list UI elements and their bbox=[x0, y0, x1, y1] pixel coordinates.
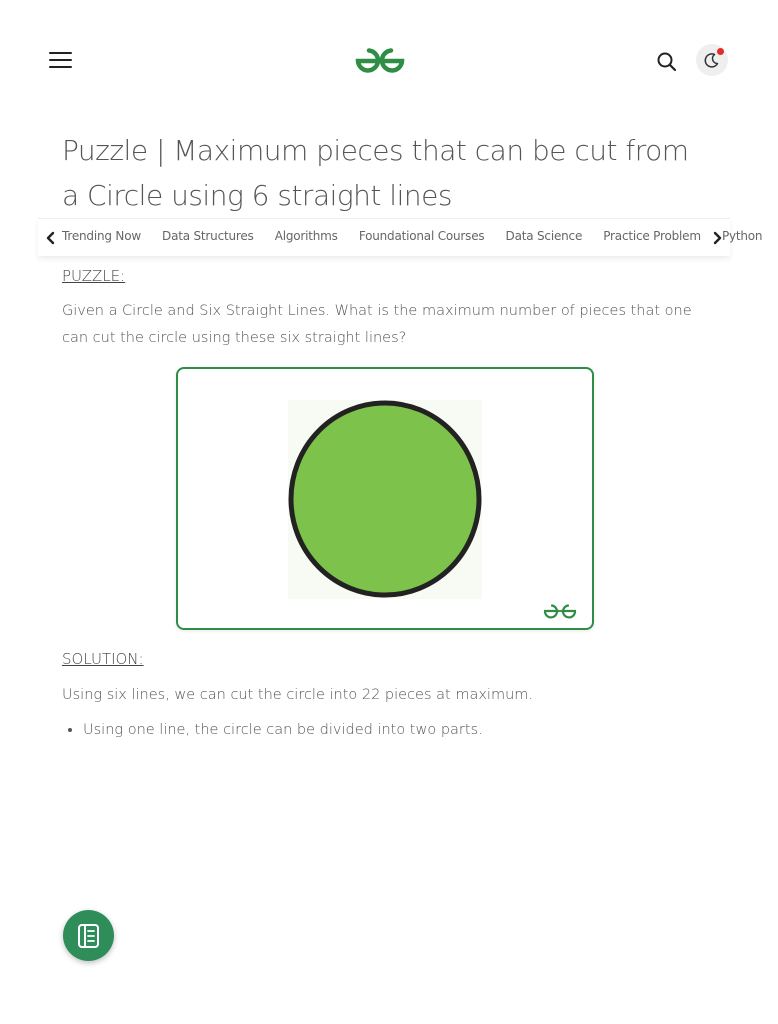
nav-item-foundational-courses[interactable]: Foundational Courses bbox=[358, 229, 485, 243]
reading-mode-button[interactable] bbox=[63, 910, 114, 961]
gfg-logo-icon[interactable] bbox=[352, 44, 408, 76]
nav-item-python[interactable]: Python bbox=[721, 229, 763, 243]
notification-dot bbox=[717, 48, 724, 55]
hamburger-menu-icon[interactable] bbox=[49, 51, 72, 69]
search-icon[interactable] bbox=[654, 49, 680, 75]
solution-bullets bbox=[62, 716, 703, 744]
solution-heading: SOLUTION: bbox=[62, 650, 144, 668]
puzzle-figure bbox=[176, 367, 594, 630]
nav-item-data-structures[interactable]: Data Structures bbox=[162, 229, 254, 243]
article-title: Puzzle | Maximum pieces that can be cut from a Circle using 6 straight lines bbox=[62, 134, 689, 212]
chevron-right-icon[interactable] bbox=[708, 228, 726, 248]
nav-item-algorithms[interactable]: Algorithms bbox=[274, 229, 338, 243]
nav-item-trending-now[interactable]: Trending Now bbox=[62, 229, 141, 243]
circle-image bbox=[178, 369, 592, 628]
nav-item-practice-problem[interactable]: Practice Problem bbox=[603, 229, 701, 243]
nav-items bbox=[62, 219, 763, 256]
theme-toggle-button[interactable] bbox=[696, 44, 728, 76]
list-item: • Using one line, the circle can be divided into two parts. bbox=[83, 716, 703, 744]
gfg-watermark-icon bbox=[545, 606, 575, 618]
top-header bbox=[0, 0, 768, 120]
puzzle-text: Given a Circle and Six Straight Lines. What is the maximum number of pieces that one can cut the circle using these six straight lines? bbox=[62, 303, 692, 346]
nav-item-data-science[interactable]: Data Science bbox=[505, 229, 583, 243]
category-nav bbox=[38, 218, 763, 256]
puzzle-heading: PUZZLE: bbox=[62, 267, 126, 285]
solution-text: Using six lines, we can cut the circle into 22 pieces at maximum. bbox=[62, 687, 533, 703]
chevron-left-icon[interactable] bbox=[42, 228, 60, 248]
reading-icon bbox=[63, 910, 114, 961]
